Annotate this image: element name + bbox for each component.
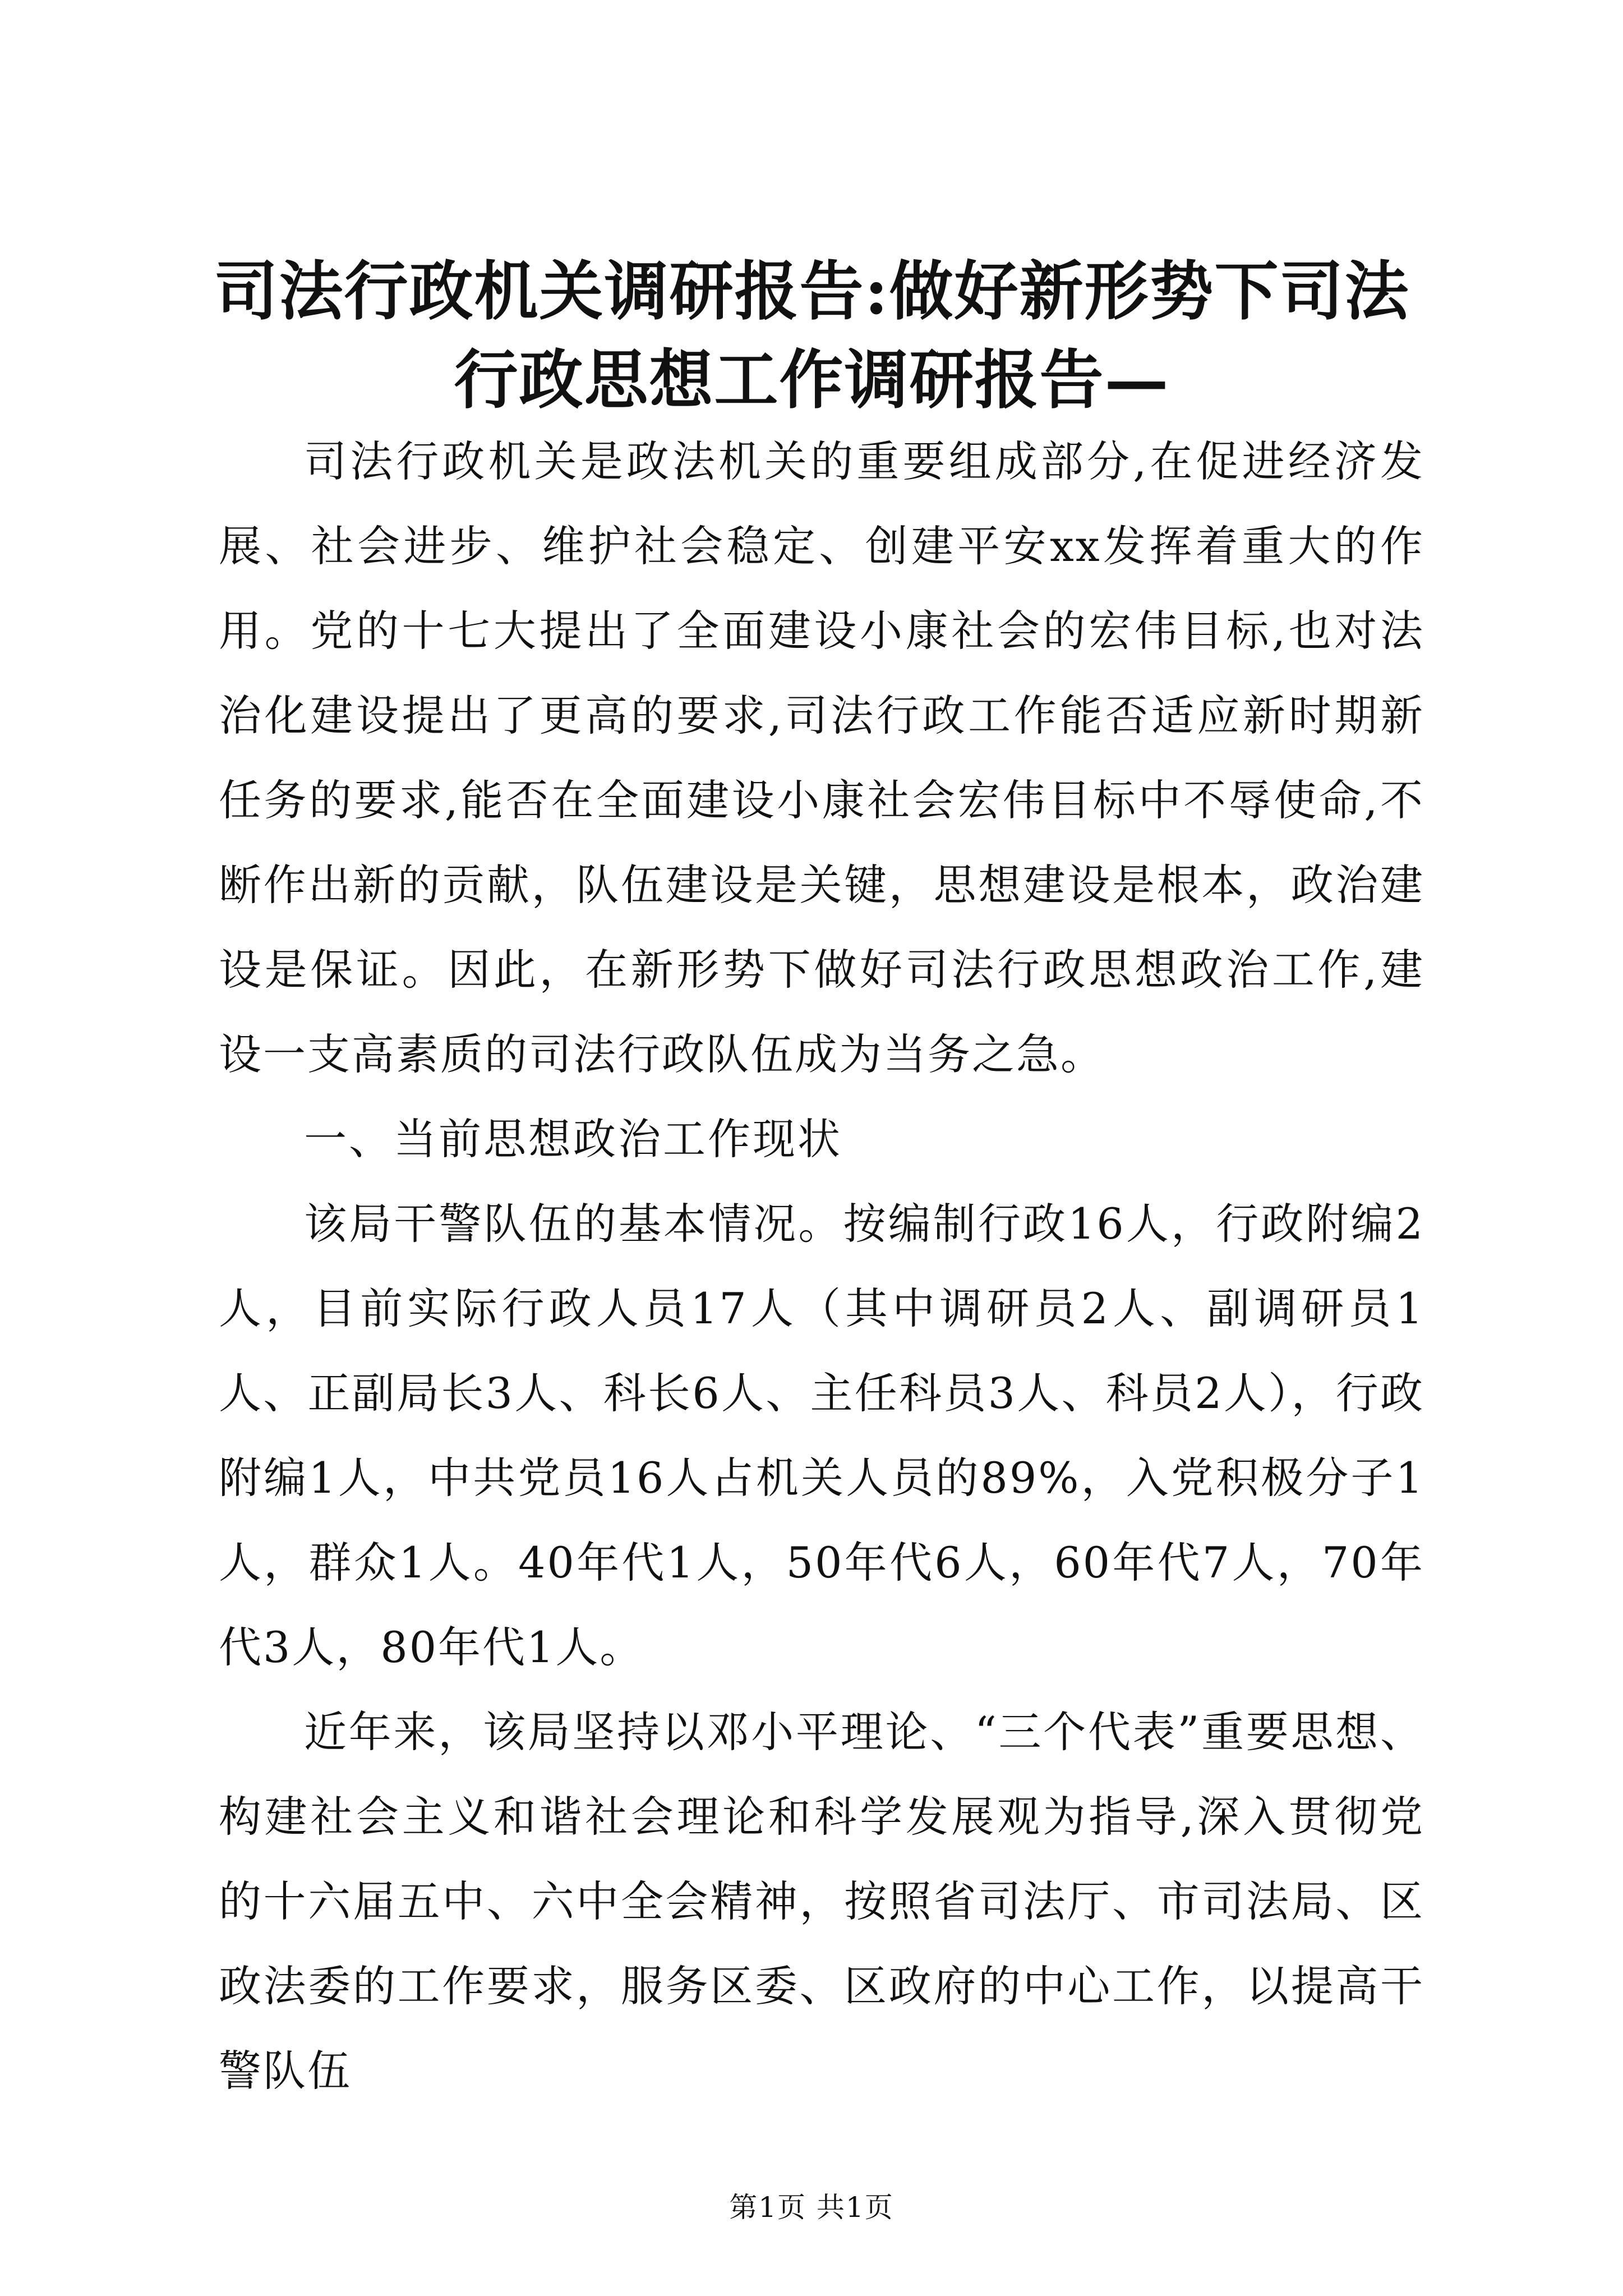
- document-title: 司法行政机关调研报告:做好新形势下司法行政思想工作调研报告—: [214, 254, 1410, 417]
- section-heading-current-status: 一、当前思想政治工作现状: [304, 1114, 842, 1164]
- page-footer: 第1页 共1页: [729, 2191, 894, 2224]
- paragraph-intro: 司法行政机关是政法机关的重要组成部分,在促进经济发展、社会进步、维护社会稳定、创建平安xx发挥着重大的作用。党的十七大提出了全面建设小康社会的宏伟目标,也对法治化建设提出了更高的要求,司法行政工作能否适应新时期新任务的要求,能否在全面建设小康社会宏伟目标中不辱使命,不断作出新的贡献，队伍建设是关键，思想建设是根本，政治建设是保证。因此，在新形势下做好司法行政思想政治工作,建设一支高素质的司法行政队伍成为当务之急。: [219, 436, 1424, 1079]
- paragraph-recent-work: 近年来，该局坚持以邓小平理论、“三个代表”重要思想、构建社会主义和谐社会理论和科学发展观为指导,深入贯彻党的十六届五中、六中全会精神，按照省司法厅、市司法局、区政法委的工作要求，服务区委、区政府的中心工作，以提高干警队伍: [219, 1707, 1424, 2096]
- paragraph-staff-overview: 该局干警队伍的基本情况。按编制行政16人，行政附编2人，目前实际行政人员17人（其中调研员2人、副调研员1人、正副局长3人、科长6人、主任科员3人、科员2人），行政附编1人，中共党员16人占机关人员的89%，入党积极分子1人，群众1人。40年代1人，50年代6人，60年代7人，70年代3人，80年代1人。: [219, 1199, 1424, 1672]
- document-body: [219, 419, 1424, 2113]
